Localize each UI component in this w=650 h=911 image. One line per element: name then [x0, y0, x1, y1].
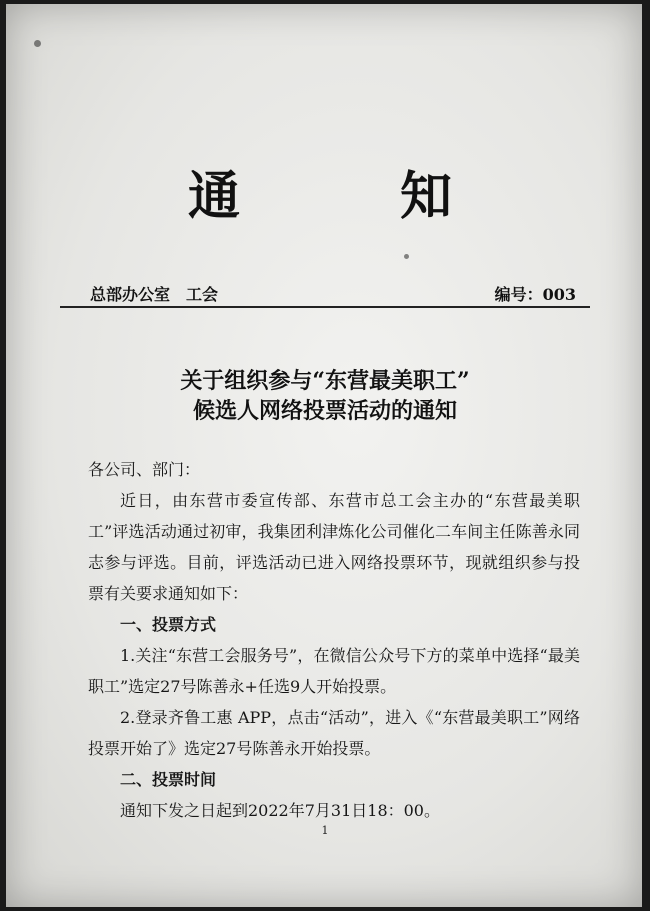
- title-line-1: 关于组织参与“东营最美职工”: [180, 368, 470, 394]
- document-title: [0, 366, 650, 426]
- intro-paragraph: 近日，由东营市委宣传部、东营市总工会主办的“东营最美职工”评选活动通过初审，我集团利津炼化公司催化二车间主任陈善永同志参与评选。目前，评选活动已进入网络投票环节，现就组织参与投票有关要求通知如下：: [88, 491, 580, 603]
- salutation: 各公司、部门：: [88, 460, 201, 479]
- section-2-heading: 二、投票时间: [120, 770, 217, 789]
- ink-spot: [404, 254, 409, 259]
- banner-char-2: 知: [400, 166, 453, 227]
- section-1-heading: 一、投票方式: [120, 615, 217, 634]
- title-line-2: 候选人网络投票活动的通知: [192, 398, 457, 424]
- notice-banner: [0, 162, 650, 232]
- document-body: [88, 454, 580, 826]
- voting-method-item-1: 1.关注“东营工会服务号”，在微信公众号下方的菜单中选择“最美职工”选定27号陈善永+任选9人开始投票。: [88, 646, 580, 696]
- header-divider: [60, 306, 590, 308]
- document-meta-row: [90, 282, 576, 306]
- document-number: 编号：003: [494, 285, 576, 304]
- page-number: 1: [321, 824, 329, 837]
- voting-method-item-2: 2.登录齐鲁工惠 APP，点击“活动”，进入《“东营最美职工”网络投票开始了》选定27号陈善永开始投票。: [88, 708, 580, 758]
- voting-time-text: 通知下发之日起到2022年7月31日18：00。: [120, 801, 440, 820]
- issuer-label: 总部办公室 工会: [90, 285, 219, 304]
- ink-spot: [34, 40, 41, 47]
- banner-char-1: 通: [188, 166, 241, 227]
